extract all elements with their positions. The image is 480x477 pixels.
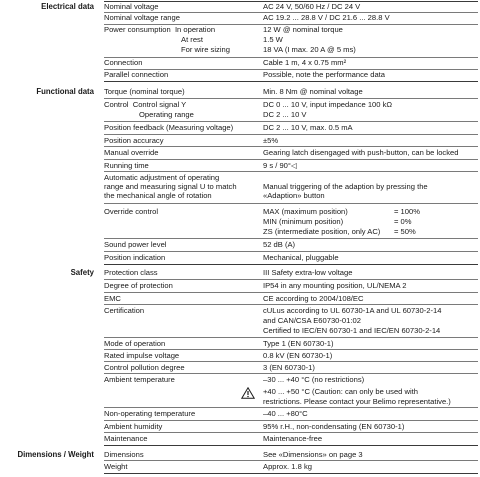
spec-label: Weight — [104, 462, 128, 471]
spec-label: Automatic adjustment of operating — [104, 173, 220, 182]
rule — [104, 81, 478, 82]
spec-value: ±5% — [263, 136, 279, 145]
spec-value: 52 dB (A) — [263, 240, 296, 249]
rule — [104, 203, 478, 204]
spec-sublabel: At rest — [181, 35, 203, 44]
spec-value: Cable 1 m, 4 x 0.75 mm² — [263, 58, 347, 67]
spec-label: Degree of protection — [104, 281, 173, 290]
section-title-electrical: Electrical data — [41, 2, 94, 11]
override-max-value: = 100% — [394, 207, 420, 216]
spec-label: EMC — [104, 294, 121, 303]
rule — [104, 373, 478, 374]
spec-sublabel: For wire sizing — [181, 45, 230, 54]
section-title-safety: Safety — [70, 268, 94, 277]
spec-value: Mechanical, pluggable — [263, 253, 339, 262]
rule — [104, 337, 478, 338]
spec-value: Approx. 1.8 kg — [263, 462, 312, 471]
spec-label: Ambient temperature — [104, 375, 175, 384]
spec-value: Manual triggering of the adaption by pressing the — [263, 182, 428, 191]
rule — [104, 279, 478, 280]
spec-value: See «Dimensions» on page 3 — [263, 450, 363, 459]
rule — [104, 292, 478, 293]
spec-label: Position feedback (Measuring voltage) — [104, 123, 234, 132]
spec-label: Protection class — [104, 268, 158, 277]
spec-label: Control pollution degree — [104, 363, 185, 372]
spec-label: Rated impulse voltage — [104, 351, 180, 360]
spec-value: –40 ... +80°C — [263, 409, 308, 418]
spec-value: Possible, note the performance data — [263, 70, 385, 79]
spec-value: 0.8 kV (EN 60730-1) — [263, 351, 333, 360]
override-min: MIN (minimum position) — [263, 217, 344, 226]
override-max: MAX (maximum position) — [263, 207, 348, 216]
spec-label: Non-operating temperature — [104, 409, 196, 418]
spec-value: DC 2 ... 10 V, max. 0.5 mA — [263, 123, 353, 132]
spec-value: «Adaption» button — [263, 191, 325, 200]
rule — [104, 171, 478, 172]
spec-label: Sound power level — [104, 240, 167, 249]
spec-label: Position accuracy — [104, 136, 164, 145]
spec-label: Connection — [104, 58, 143, 67]
spec-value: cULus according to UL 60730-1A and UL 60730-2-14 — [263, 306, 442, 315]
spec-label: Override control — [104, 207, 159, 216]
spec-label: Control — [104, 100, 129, 109]
spec-sublabel: Control signal Y — [132, 100, 187, 109]
spec-value: CE according to 2004/108/EC — [263, 294, 364, 303]
rule — [104, 432, 478, 433]
rule — [104, 349, 478, 350]
spec-label: Manual override — [104, 148, 159, 157]
spec-value: 95% r.H., non-condensating (EN 60730-1) — [263, 422, 405, 431]
spec-label: Torque (nominal torque) — [104, 87, 185, 96]
spec-value: DC 0 ... 10 V, input impedance 100 kΩ — [263, 100, 393, 109]
spec-value: +40 ... +50 °C (Caution: can only be used with — [263, 387, 419, 396]
spec-label: Ambient humidity — [104, 422, 163, 431]
warning-triangle-icon — [241, 387, 255, 399]
rule — [104, 134, 478, 135]
spec-label: Certification — [104, 306, 145, 315]
rule — [104, 420, 478, 421]
spec-label: Nominal voltage range — [104, 13, 180, 22]
spec-label: the mechanical angle of rotation — [104, 191, 212, 200]
spec-label: Maintenance — [104, 434, 148, 443]
spec-value: Type 1 (EN 60730-1) — [263, 339, 334, 348]
rule — [104, 407, 478, 408]
override-zs: ZS (intermediate position, only AC) — [263, 227, 381, 236]
rule — [104, 304, 478, 305]
spec-label: Running time — [104, 161, 149, 170]
spec-value: AC 24 V, 50/60 Hz / DC 24 V — [263, 2, 361, 11]
spec-value: 12 W @ nominal torque — [263, 25, 343, 34]
spec-label: Mode of operation — [104, 339, 166, 348]
spec-label: Parallel connection — [104, 70, 169, 79]
spec-sublabel: Operating range — [139, 110, 194, 119]
rule — [104, 146, 478, 147]
rule — [104, 460, 478, 461]
spec-label: Power consumption — [104, 25, 171, 34]
override-min-value: = 0% — [394, 217, 412, 226]
rule — [104, 159, 478, 160]
spec-value: DC 2 ... 10 V — [263, 110, 307, 119]
rule — [104, 251, 478, 252]
spec-value: Maintenance-free — [263, 434, 323, 443]
spec-value: AC 19.2 ... 28.8 V / DC 21.6 ... 28.8 V — [263, 13, 390, 22]
spec-value: Gearing latch disengaged with push-button, can be locked — [263, 148, 459, 157]
rule — [104, 98, 478, 99]
spec-value: 3 (EN 60730-1) — [263, 363, 315, 372]
section-title-dimensions: Dimensions / Weight — [17, 450, 94, 459]
spec-value: Min. 8 Nm @ nominal voltage — [263, 87, 363, 96]
rule — [104, 121, 478, 122]
spec-label: range and measuring signal U to match — [104, 182, 237, 191]
spec-label: Position indication — [104, 253, 166, 262]
override-zs-value: = 50% — [394, 227, 416, 236]
rule — [104, 361, 478, 362]
spec-value: –30 ... +40 °C (no restrictions) — [263, 375, 365, 384]
spec-value: III Safety extra-low voltage — [263, 268, 353, 277]
spec-value: IP54 in any mounting position, UL/NEMA 2 — [263, 281, 407, 290]
spec-value: and CAN/CSA E60730-01:02 — [263, 316, 361, 325]
section-title-functional: Functional data — [36, 87, 94, 96]
rule — [104, 445, 478, 446]
spec-value: 9 s / 90°◁ — [263, 161, 297, 170]
spec-label: Dimensions — [104, 450, 144, 459]
rule — [104, 238, 478, 239]
spec-value: Certified to IEC/EN 60730-1 and IEC/EN 60730-2-14 — [263, 326, 441, 335]
spec-value: 1.5 W — [263, 35, 283, 44]
spec-sublabel: In operation — [174, 25, 216, 34]
rule — [104, 473, 478, 474]
spec-value: restrictions. Please contact your Belimo representative.) — [263, 397, 451, 406]
spec-label: Nominal voltage — [104, 2, 159, 11]
spec-value: 18 VA (I max. 20 A @ 5 ms) — [263, 45, 356, 54]
rule — [104, 264, 478, 265]
